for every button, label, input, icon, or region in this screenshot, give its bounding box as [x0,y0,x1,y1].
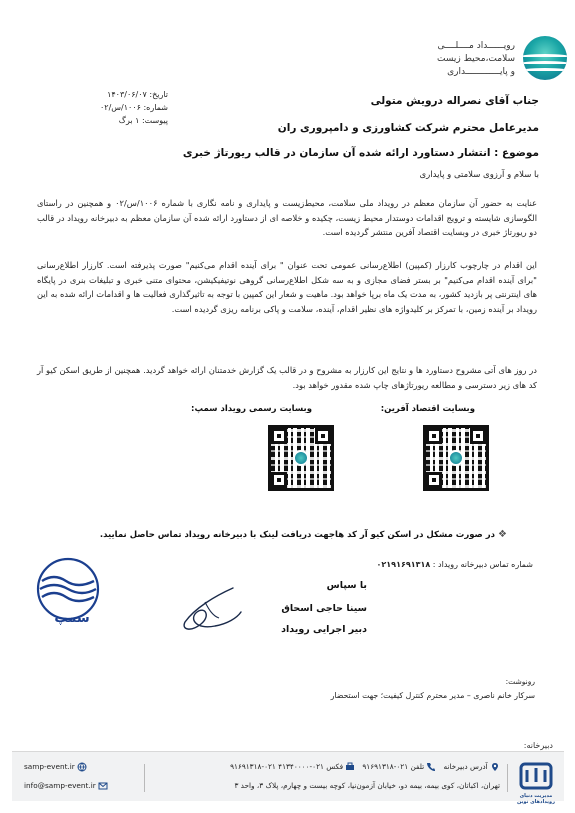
contact-number: ۰۲۱۹۱۶۹۱۳۱۸ [376,560,431,569]
qr-label-samp: وبسایت رسمی رویداد سمپ: [191,404,312,414]
letter-number: شماره: ۱۰۰۶/س/۰۲ [100,103,168,112]
handwritten-signature [175,582,245,637]
org-line-2: سلامت،محیط زیست [437,54,515,64]
signer-title: دبیر اجرایی رویداد [281,624,367,635]
footer-website-row[interactable] [24,762,87,772]
footer-logo-icon [518,758,554,794]
event-logo [523,36,567,80]
qr-center-logo [448,450,464,466]
footer-logo-text: مدیریت دنیای رویدادهای نوین [516,793,556,805]
logo-wave [523,54,567,60]
qr-center-logo [293,450,309,466]
qr-finder [426,472,442,488]
qr-finder [426,428,442,444]
letter-subject: موضوع : انتشار دستاورد ارائه شده آن سازمان در قالب ریورتاژ خبری [182,147,539,159]
signature-thanks: با سپاس [326,580,367,591]
contact-label: شماره تماس دبیرخانه رویداد : [432,560,533,569]
body-paragraph-2: این اقدام در چارچوب کارزار (کمپین) اطلاع‌رسانی عمومی تحت عنوان " برای آینده اقدام می‌کنیم" صورت پذیرفته است. کارزار اطلاع‌رسانی "برای آینده اقدام می‌کنیم" بر بستر فضای مجازی و به سه شکل اطلاع‌رسانی گروهی نوتیفیکیشن، محتوای متنی خبری و تبلیغات بنری در پایگاه های اینترنتی پر بازدید کشور، به مدت یک ماه برپا خواهد بود. ماهیت و شعار این کمپین با توجه به تاثیرگذاری فعالیت ها و اقدامات ارائه شده به این رویداد بر آینده زمین، با تمرکز بر کلیدواژه های نظیر اقدام، آینده، سلامت و پاکی برنامه ریزی گردیده است. [37,260,537,314]
letter-date: تاریخ: ۱۴۰۳/۰۶/۰۷ [107,90,168,99]
contact-line [377,560,533,569]
cc-line: سرکار خانم ناصری – مدیر محترم کنترل کیفیت؛ جهت استحضار [330,691,535,700]
footer-contact-row [230,762,500,772]
mail-icon [98,781,108,791]
footer-email[interactable]: info@samp-event.ir [24,781,96,790]
footer-bar [12,751,564,805]
org-name [395,40,515,79]
footer-divider [507,764,508,792]
qr-finder [470,428,486,444]
qr-code-eghtesad[interactable] [423,425,489,491]
body-paragraph-3: در روز های آتی مشروح دستاورد ها و نتایج این کارزار به مشروح و در قالب یک گزارش خدمتنان ارائه خواهد گردید. همچنین از طریق اسکن کیو آر کد های زیر دسترسی و مطالعه ریورتاژهای چاپ شده مقدور خواهد بود. [37,365,537,390]
letter-attachment: پیوست: ۱ برگ [118,116,168,125]
qr-finder [271,472,287,488]
cc-title: رونوشت: [505,677,535,686]
qr-finder [271,428,287,444]
footer-address: تهران، اکباتان، کوی بیمه، بیمه دو، خیابان آزمون‌نیا، کوچه بیست و چهارم، پلاک ۳، واحد ۳ [234,781,500,790]
qr-code-samp[interactable] [268,425,334,491]
org-line-1: رویــــــداد مــــلــــی [437,41,515,51]
footer-divider [144,764,145,792]
fax-icon [345,762,355,772]
footer-label: دبیرخانه: [523,741,553,750]
footer-address-prefix: آدرس دبیرخانه [443,762,488,771]
svg-text:سمپ: سمپ [54,611,90,626]
logo-wave [523,61,567,67]
logo-wave [523,68,567,74]
footer-phone: تلفن ۰۲۱-۹۱۶۹۱۳۱۸ [362,762,425,771]
location-pin-icon [490,762,500,772]
phone-icon [426,762,436,772]
body-paragraph-1: عنایت به حضور آن سازمان معظم در رویداد ملی سلامت، محیط‌زیست و پایداری و نامه نگاری با شماره ۱۰۰۶/س/۰۲ و همچنین در راستای الگوسازی شایسته و ترویج اقدامات دوستدار محیط زیست، چکیده و خلاصه ای از دستاورد ارائه شده آن سازمان معظم به دبیرخانه رویداد در قالب دو ریورتاژ خبری در وبسایت اقتصاد آفرین منتشر گردیده است. [37,198,537,237]
qr-help-note: در صورت مشکل در اسکن کیو آر کد هاجهت دریافت لینک با دبیرخانه رویداد تماس حاصل نمایید. [99,530,495,540]
footer-website[interactable]: samp-event.ir [24,762,75,771]
globe-icon [77,762,87,772]
greeting: با سلام و آرزوی سلامتی و پایداری [419,170,539,180]
recipient-name: جناب آقای نصراله درویش متولی [370,95,539,107]
note-bullet-icon: ❖ [498,529,507,540]
qr-finder [315,428,331,444]
footer-fax: فکس ۰۲۱-۴۱۳۴۰۰۰۰ ۰۲۱-۹۱۶۹۱۳۱۸ [230,762,344,771]
org-line-3: و پایـــــــــــــداری [447,67,515,77]
event-stamp [32,555,104,627]
signer-name: سینا حاجی اسحاق [281,603,367,614]
qr-label-eghtesad: وبسایت اقتصاد آفرین: [380,404,475,414]
recipient-title: مدیرعامل محترم شرکت کشاورزی و دامپروری ران [277,122,539,134]
footer-email-row[interactable] [24,781,108,791]
